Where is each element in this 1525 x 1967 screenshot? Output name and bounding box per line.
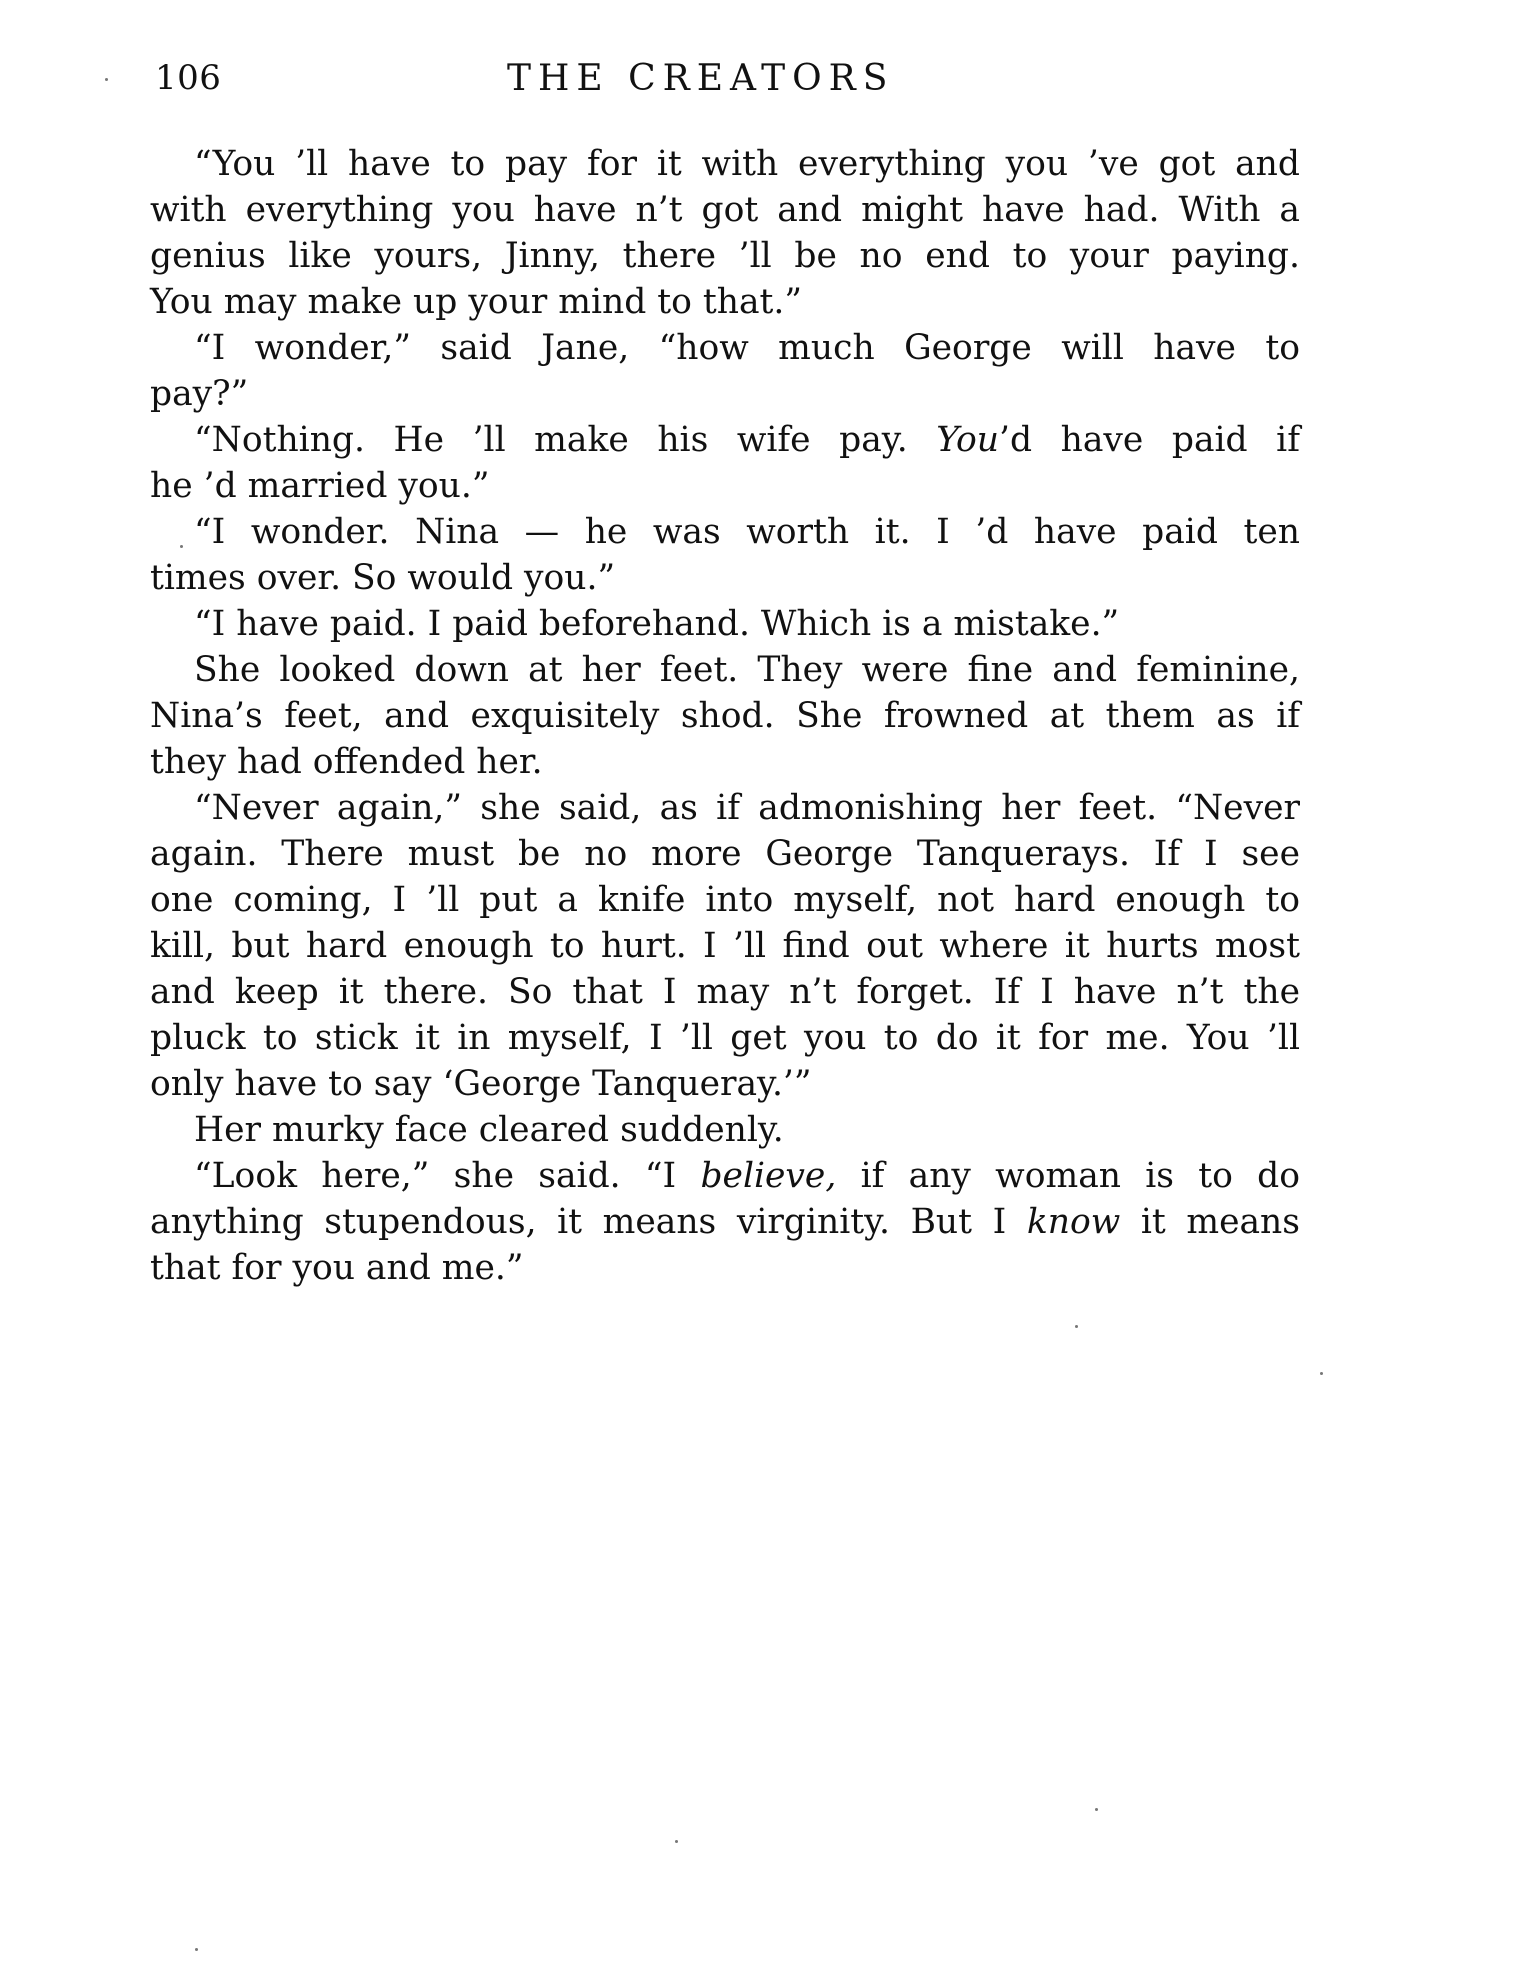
scan-speck (1320, 1372, 1323, 1375)
page-header (155, 58, 960, 110)
text-line: “You ’ll have to pay for it with everything you ’ve got and (194, 144, 1300, 184)
text-line: “Nothing. He ’ll make his wife pay. You’d have paid if (194, 420, 1300, 460)
scan-speck (180, 545, 183, 548)
text-line: “I wonder,” said Jane, “how much George will have to (194, 328, 1300, 368)
text-line: Nina’s feet, and exquisitely shod. She frowned at them as if (150, 696, 1300, 736)
body-text (150, 141, 1300, 1291)
text-line: that for you and me.” (150, 1248, 524, 1288)
text-line: again. There must be no more George Tanquerays. If I see (150, 834, 1300, 874)
text-line: and keep it there. So that I may n’t forget. If I have n’t the (150, 972, 1300, 1012)
text-line: You may make up your mind to that.” (150, 282, 802, 322)
emphasis: You (936, 420, 1000, 460)
text-line: genius like yours, Jinny, there ’ll be no end to your paying. (150, 236, 1300, 276)
scan-speck (1075, 1325, 1078, 1328)
text-line: anything stupendous, it means virginity. But I know it means (150, 1202, 1300, 1242)
text-line: pluck to stick it in myself, I ’ll get you to do it for me. You ’ll (150, 1018, 1300, 1058)
text-line: “Look here,” she said. “I believe, if any woman is to do (194, 1156, 1301, 1196)
text-line: kill, but hard enough to hurt. I ’ll find out where it hurts most (150, 926, 1300, 966)
running-title: THE CREATORS (507, 58, 895, 99)
emphasis: believe, (700, 1156, 837, 1196)
text-line: pay?” (150, 374, 249, 414)
text-line: “Never again,” she said, as if admonishing her feet. “Never (194, 788, 1300, 828)
text-line: only have to say ‘George Tanqueray.’” (150, 1064, 812, 1104)
text-line: they had offended her. (150, 742, 543, 782)
text-line: times over. So would you.” (150, 558, 616, 598)
scan-speck (105, 78, 108, 81)
text-line: he ’d married you.” (150, 466, 490, 506)
emphasis: know (1026, 1202, 1121, 1242)
text-line: “I have paid. I paid beforehand. Which is a mistake.” (194, 604, 1120, 644)
text-line: “I wonder. Nina — he was worth it. I ’d have paid ten (194, 512, 1300, 552)
text-line: one coming, I ’ll put a knife into myself, not hard enough to (150, 880, 1300, 920)
text-line: with everything you have n’t got and might have had. With a (150, 190, 1300, 230)
scan-speck (675, 1840, 678, 1843)
scan-speck (195, 1948, 198, 1951)
page-number: 106 (155, 58, 222, 98)
text-line: She looked down at her feet. They were fine and feminine, (194, 650, 1300, 690)
text-line: Her murky face cleared suddenly. (194, 1110, 784, 1150)
scan-speck (1095, 1808, 1098, 1811)
